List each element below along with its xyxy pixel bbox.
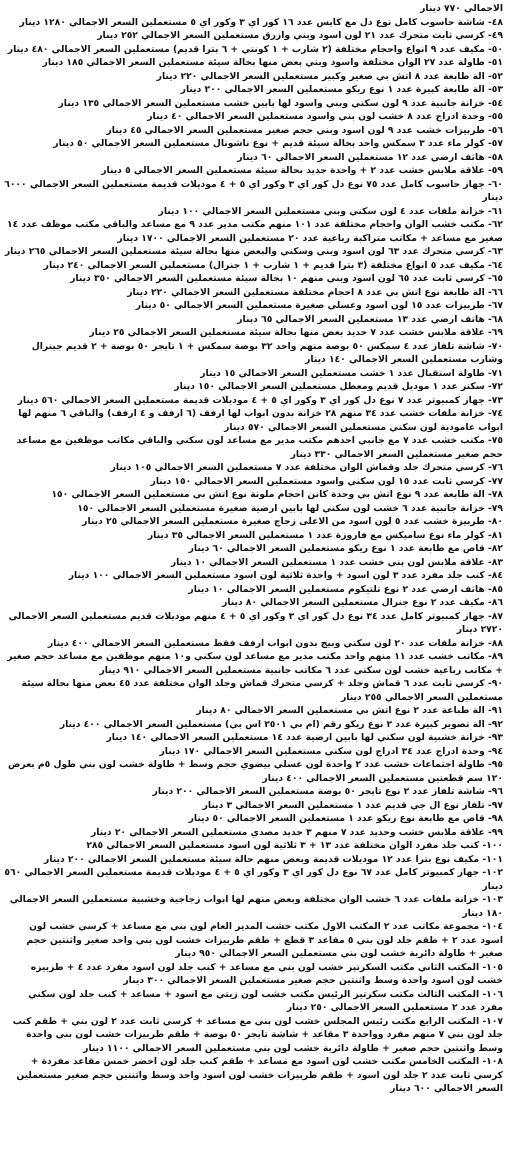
list-item: ٥٥- وحدة ادراج عدد ٨ خشب لون بني واسود مستعملين السعر الاجمالي ٤٠ دينار: [147, 111, 503, 122]
list-item: ٨٠- طربيزة خشب عدد ٥ لون اسود من الاعلى زجاج صغيرة مستعملين السعر الاجمالي ٢٥ دينار: [82, 516, 503, 527]
list-item: ٩٧- تلفاز نوع ال جي قديم عدد ١ مستعملين السعر الاجمالي ٣ دينار: [202, 799, 503, 811]
list-item: ٤٩- كرسي ثابت متحرك عدد ٢١ لون اسود وبني وازرق مستعملين السعر الاجمالي ٢٥٢ دينار: [97, 30, 503, 41]
list-item: ٥٤- خزانة جانبية عدد ٩ لون سكني وبني واسود لها بابين خشب مستعملين السعر الاجمالي ١٣٥ دينار: [58, 97, 503, 109]
list-item: ٩٥- طاولة اجتماعات خشب عدد ٢ واحدة لون عسلي بيضوي حجم وسط + طاولة خشب لون بني طول ٥م بعرض ١٢٠ سم قطعتين مستعملين السعر الاجمالي ٤٠٠ دينار: [8, 759, 503, 784]
list-item: ٩٦- شاشة تلفاز عدد ٢ نوع تايجر ٥٠ بوصة مستعملين السعر الاجمالي ٢٠٠ دينار: [152, 786, 503, 797]
list-item: ٩٣- خزانة خشبية لون سكني لها بابين ارضية عدد ١٤ مستعملين السعر الاجمالي ١٤٠ دينار: [106, 732, 503, 743]
list-item: ٧٩- خزانة جانبية عدد ٦ خشب لون سكني لها بابين ارضية صغيرة مستعملين السعر الاجمالي ١٥٠: [77, 502, 503, 514]
list-item: ١٠٠- كنب جلد مفرد الوان مختلفة عدد ١٣ + ٣ ثلاثية لون اسود مستعملين السعر الاجمالي ٢٨٥: [86, 840, 503, 851]
list-item: ١٠٦- المكتب الثالث مكتب سكرتير الرئيس مكتب خشب لون زيتي مع اسود + مساعد + كنب جلد لون سكني مفرد عدد ٢ مستعملين السعر الاجمالي ٢٥٠ دينار: [28, 988, 503, 1013]
list-item: ٩٢- الة تصوير كبيرة عدد ٢ نوع ريكو رقم (ام بي ٢٥٠١ اس بي) مستعملين السعر الاجمالي ٤٠٠ دينار: [59, 718, 503, 730]
list-item: ٥٢- الة طابعة عدد ٨ اتش بي صغير وكبير مستعملين السعر الاجمالي ٢٢٠ دينار: [156, 70, 503, 82]
list-item: ٥٣- الة طابعة كبيرة عدد ١ نوع ريكو مستعملين السعر الاجمالي ٢٠٠ دينار: [180, 84, 503, 95]
list-item: ٨٨- خزانة ملفات عدد ٢٠ لون سكني وبيج بدون ابواب ارفف فقط مستعملين السعر الاجمالي ٤٠٠ دينار: [47, 637, 503, 649]
list-item: ٨٢- قاص مع طابعة عدد ١ نوع ريكو مستعملين السعر الاجمالي ٦٠ دينار: [188, 543, 503, 554]
list-item: ١٠٥- المكتب الثاني مكتب السكرتير خشب لون بني مع مساعد + كنب جلد لون اسود مفرد عدد ٤ + طربيزه خشب لون اسود واحدة وسط واثنتين حجم صغير مستعملين السعر الاجمالي ٣٠٠ دينار: [30, 961, 503, 986]
list-item: ٤٨- شاشة حاسوب كامل نوع دل مع كايس عدد ١٦ كور اي ٣ وكور اي ٥ مستعملين السعر الاجمالي ١٢٨٠ دينار: [19, 16, 503, 28]
list-item: ٩٤- وحدة ادراج عدد ٣٤ ادراج لون سكني مستعملين السعر الاجمالي ١٧٠ دينار: [159, 745, 503, 757]
list-item: ٧٠- شاشة تلفاز عدد ٤ سمكس ٥٠ بوصة منهم واحد ٣٢ بوصة سمكس + ١ تايجر ٥٠ بوصة + ٢ قديم جينرال وشارب مستعملين السعر الاجمالي ١٤٠ دينار: [31, 340, 503, 365]
list-item: ٨٧- جهاز كمبيوتر كامل عدد ٣٤ نوع دل كور اي ٣ وكور اي ٥ + ٤ منهم موديلات قديم مستعملين السعر الاجمالي ٢٧٢٠ دينار: [8, 610, 503, 635]
list-item: ٥٦- طربيزات خشب عدد ٩ لون اسود وبني حجم صغير مستعملين السعر الاجمالي ٤٥ دينار: [106, 124, 503, 136]
list-item: ٩٩- علاقة ملابس خشب وحديد عدد ٧ منهم ٣ حديد مصدي مستعملين السعر الاجمالي ٢٠ دينار: [90, 826, 503, 838]
list-item: ١٠٢- جهاز كمبيوتر كامل عدد ٦٧ نوع دل كور اي ٣ وكور اي ٥ + ٤ موديلات قديمة مستعملين السعر الاجمالي ٥٦٠ دينار: [4, 867, 503, 892]
list-item: ٧١- طاولة استقبال عدد ١ خشب مستعملين السعر الاجمالي ١٥ دينار: [200, 367, 503, 379]
list-item: ٧٧- كرسي ثابت عدد ١٥ لون سكني واسود مستعملين السعر الاجمالي ١٥٠ دينار: [150, 475, 503, 487]
list-item: ٩١- الة طباعة عدد ٢ نوع اتش بي مستعملين السعر الاجمالي ٨٠ دينار: [196, 705, 503, 716]
list-item: ١٠٣- خزانة ملفات عدد ٦ خشب الوان مختلفة وبعض منهم لها ابواب زجاجية وخشبية مستعملين السعر الاجمالي ١٨٠ دينار: [9, 894, 503, 919]
list-item: ٩٠- كرسي ثابت عدد ٦ قماش وجلد + كرسي متحرك قماش وجلد الوان مختلفة عدد ٤٥ بعض منها بحالة سيئة مستعملين السعر الاجمالي ٢٥٥ دينار: [21, 678, 503, 703]
list-item: ٨٣- علاقة ملابس لون بني خشب عدد ١ مستعملين السعر الاجمالي ١٠ دينار: [170, 556, 503, 568]
list-item: ٦٥- كرسي ثابت عدد ٦٥ لون اسود وبني منهم ١٠ بحالة سيئة مستعملين السعر الاجمالي ٣٥٠ دينار: [70, 273, 503, 284]
list-item: ٧٤- خزانة ملفات خشب عدد ٣٤ منهم ٢٨ خزانة بدون ابواب لها ارفف (٦ ارفف و ٤ ارفف) والباقي ٦ منهم لها ابواب عامودية لون سكني مستعملين السعر الاجمالي ٥٧٠ دينار: [18, 408, 503, 433]
list-item: ١٠١- مكيف نوع بترا عدد ١٢ موديلات قديمة وبعض منهم حالة سيئة مستعملين السعر الاجمالي ٢٠٠ دينار: [44, 853, 503, 865]
list-item: ٦٤- مكيف عدد ٥ انواع مختلفة (٣ بترا قديم + ١ شارب + ١ جنرال) مستعملين السعر الاجمالي ٢٤٠ دينار: [43, 259, 503, 271]
list-item: الاجمالي ٧٧٠ دينار: [420, 3, 503, 14]
list-item: ٨١- كولر ماء نوع ساميكس مع فاروزة عدد ١ مستعملين السعر الاجمالي ٣٥ دينار: [147, 529, 503, 541]
list-item: ٦٢- مكتب خشب الوان واحجام مختلفة عدد ١٠١ منهم مكتب مدير عدد ٩ مع مساعد والباقي مكتب موظف عدد ١٤ صغير مع مساعد + مكاتب متراكبة رباعية عدد ٢٠ مستعملين السعر الاجمالي ١٧٠٠ دينار: [7, 219, 503, 244]
list-item: ٦٩- علاقة ملابس خشب عدد ٧ حديد بعض منها بحالة سيئة مستعملين السعر الاجمالي ٢٥ دينار: [89, 327, 503, 338]
list-item: ٧٥- مكتب خشب عدد ٧ مع جانبي احدهم مكتب مدير مع مساعد لون سكني والباقي مكاتب موظفين مع مساعد حجم صغير مستعملين السعر الاجمالي ٣٣٠ دينار: [16, 435, 503, 460]
list-item: ١٠٤- مجموعة مكاتب عدد ٢ المكتب الاول مكتب خشب المدير العام لون بني مع مساعد + كرسي خشب لون اسود عدد ٢ + طقم جلد لون بني ٥ مقاعد ٣ قطع + طقم طربيزات خشب لون بني واحد صغير واثنتين حجم صغير + طاولة دائرية خشب لون بني مستعملين السعر الاجمالي ٩٥٠ دينار: [26, 921, 503, 959]
list-item: ٦١- خزانة ملفات عدد ٤ لون سكني وبني مستعملين السعر الاجمالي ١٠٠ دينار: [158, 205, 503, 217]
list-item: ٩٨- قاص مع طابعة نوع ريكو عدد ١ مستعملين السعر الاجمالي ٥٠ دينار: [188, 813, 503, 824]
list-item: ٨٥- هاتف ارضي عدد ٢ نوع تلتيكوم مستعملين السعر الاجمالي ١٠ دينار: [188, 583, 503, 595]
list-item: ٨٤- كنب جلد مفرد عدد ٣ لون اسود + واحدة ثلاثية لون اسود مستعملين السعر الاجمالي ١٠٠ دينار: [68, 570, 503, 581]
list-item: ٦٨- هاتف ارضي عدد ١٣ مستعملين السعر الاجمالي ٦٥ دينار: [237, 313, 503, 325]
list-item: ٦٦- الة طابعة نوع اتش بي عدد ٨ احجام مختلفة مستعملين السعر الاجمالي ٢٢٠ دينار: [127, 286, 503, 298]
list-item: ٥٨- هاتف ارضي عدد ١٢ مستعملين السعر الاجمالي ٦٠ دينار: [237, 151, 503, 163]
list-item: ٦٧- طربيزات عدد ١٥ لون اسود وعسلي صغيرة مستعملين السعر الاجمالي ٥٠ دينار: [135, 300, 503, 311]
list-item: ٥١- طاولة عدد ٢٧ الوان مختلفة واسود وبني بعض منها بحالة سيئة مستعملين السعر الاجمالي ١٨٥ دينار: [42, 57, 503, 68]
list-item: ٧٨- الة طابعة عدد ٩ نوع اتش بي وحدة كانن احجام ملونة نوع اتش بي مستعملين السعر الاجمالي ١٥٠: [51, 489, 503, 500]
list-item: ١٠٨- المكتب الخامس مكتب خشب لون اسود مع مساعد + طقم كنب جلد لون اخضر خمس مقاعد مفردة + كرسي ثابت عدد ٢ جلد لون اسود + طقم طربيزات خشب لون اسود واحد وسط واثنتين حجم صغير مستعملين السعر الاجمالي ٦٠٠ دينار: [16, 1056, 503, 1094]
list-item: ٨٩- مكاتب خشب عدد ١١ منهم واحد مكتب مدير مع مساعد لون سكني و١٠ منهم موظفين مع مساعد حجم صغير + مكاتب رباعية خشب لون سكني عدد ٦ مكاتب جانبية مستعملين السعر الاجمالي ٩١٠ دينار: [7, 651, 503, 676]
list-item: ٦٠- جهاز حاسوب كامل عدد ٧٥ نوع دل كور اي ٣ وكور اي ٥ + ٤ موديلات قديمة مستعملين السعر الاجمالي ٦٠٠٠ دينار: [4, 178, 503, 203]
list-item: ٥٠- مكيف عدد ٩ انواع واحجام مختلفة (٢ شارب + ١ كونتي + ٦ بترا قديم) مستعملين السعر الاجمالي ٤٨٠ دينار: [7, 43, 503, 55]
list-item: ٧٣- جهاز كمبيوتر عدد ٧ نوع دل كور اي ٣ وكور اي ٥ + ٤ موديلات قديمة مستعملين السعر الاجمالي ٥٦٠ دينار: [17, 394, 503, 406]
list-item: ٨٦- مكيف عدد ٢ نوع جنرال مستعملين السعر الاجمالي ٨٠ دينار: [222, 597, 503, 608]
list-item: ٥٧- كولر ماء عدد ٣ سمكس واحد بحالة سيئة قديم + نوع ناشونال مستعملين السعر الاجمالي ٥٠ دينار: [53, 138, 503, 149]
list-item: ٧٦- كرسي متحرك جلد وقماش الوان مختلفة عدد ٧ مستعملين السعر الاجمالي ١٠٥ دينار: [110, 462, 503, 473]
list-item: ٧٢- سكنر عدد ١ موديل قديم ومعطل مستعملين السعر الاجمالي ١٥٠ دينار: [174, 381, 503, 392]
list-item: ٥٩- علاقة ملابس خشب عدد ٢ + واحدة حديد بحالة سيئة مستعملين السعر الاجمالي ٥ دينار: [101, 165, 503, 176]
list-item: ١٠٧- المكتب الرابع مكتب رئيس المجلس خشب لون بني مع مساعد + كرسي ثابت عدد ٢ لون بني + طقم كنب جلد لون بني ٧ منهم مفرد وواحدة ٣ مقاعد + شاشة تايجر ٥٠ بوصة + طقم طربيزات خشب لون بني واحدة وسط واثنتين حجم صغير + طاولة دائرية خشب لون بني مستعملين السعر الاجمالي ١١٠٠ دينار: [12, 1015, 503, 1054]
list-item: ٦٣- كرسي متحرك عدد ٦٣ لون اسود وبني وسكني والبعض منها بحالة سيئة مستعملين السعر الاجمالي ٢٦٥ دينار: [4, 246, 503, 257]
